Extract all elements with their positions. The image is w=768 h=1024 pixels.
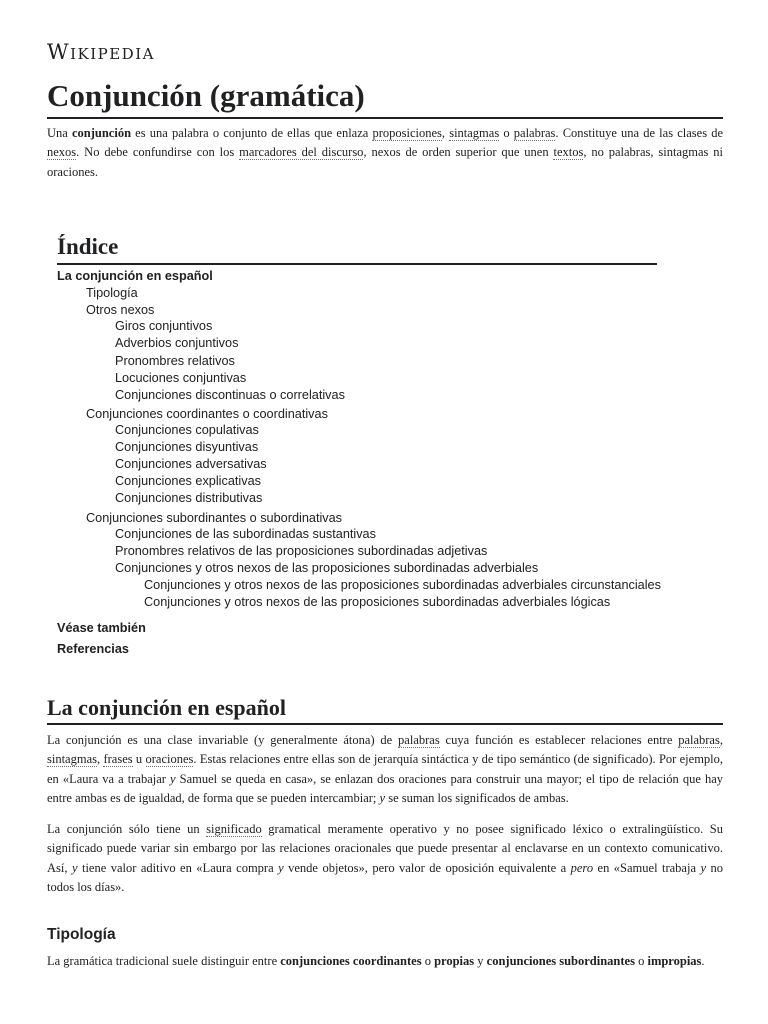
toc-item-subordinadas-adverbiales[interactable]: Conjunciones y otros nexos de las proposiciones subordinadas adverbiales (115, 561, 539, 575)
toc-item-tipologia[interactable]: Tipología (86, 286, 138, 300)
link-significado[interactable]: significado (206, 822, 262, 836)
link-sintagmas[interactable]: sintagmas (449, 126, 500, 140)
page-title: Conjunción (gramática) (47, 76, 723, 119)
link-frases[interactable]: frases (103, 752, 133, 767)
toc-title: Índice (57, 232, 657, 265)
link-palabras[interactable]: palabras (398, 733, 440, 747)
bold-term: conjunción (71, 126, 132, 140)
toc-item-giros-conjuntivos[interactable]: Giros conjuntivos (115, 319, 213, 333)
toc-item-conjunciones-distributivas[interactable]: Conjunciones distributivas (115, 491, 263, 505)
link-nexos[interactable]: nexos (47, 145, 77, 160)
link-textos[interactable]: textos (553, 145, 584, 160)
section1-paragraph-2: La conjunción sólo tiene un significado gramatical meramente operativo y no posee significado léxico o extralingüístico. Su significado puede variar sin embargo por las relaciones oracionales que puede presentar al enclavarse en un contexto comunicativo. Así, y tiene valor aditivo en «Laura compra y vende objetos», pero valor de oposición equivalente a pero en «Samuel trabaja y no todos los días». (47, 822, 724, 895)
link-sintagmas[interactable]: sintagmas (47, 752, 97, 767)
link-oraciones[interactable]: oraciones (145, 752, 194, 767)
link-proposiciones[interactable]: proposiciones (372, 126, 442, 140)
toc-item-otros-nexos[interactable]: Otros nexos (86, 303, 155, 317)
link-palabras[interactable]: palabras (513, 126, 556, 140)
toc-item-vease-tambien[interactable]: Véase también (57, 621, 146, 635)
toc-item-referencias[interactable]: Referencias (57, 642, 129, 656)
toc-item-adverbiales-circunstanciales[interactable]: Conjunciones y otros nexos de las proposiciones subordinadas adverbiales circunstanciales (144, 578, 661, 592)
link-marcadores-del-discurso[interactable]: marcadores del discurso (239, 145, 364, 160)
section1-paragraph-1: La conjunción es una clase invariable (y generalmente átona) de palabras cuya función es establecer relaciones entre palabras, sintagmas, frases u oraciones. Estas relaciones entre ellas son de jerarquía sintáctica y de tipo semántico (de significado). Por ejemplo, en «Laura va a trabajar y Samuel se queda en casa», se enlazan dos oraciones para construir una mayor; el tipo de relación que hay entre ambas es de igualdad, de forma que se pueden intercambiar; y se suman los significados de ambas. (47, 733, 724, 806)
toc-item-subordinadas-sustantivas[interactable]: Conjunciones de las subordinadas sustantivas (115, 527, 376, 541)
toc-item-la-conjuncion-en-espanol[interactable]: La conjunción en español (57, 269, 213, 283)
subsection-heading-tipologia: Tipología (47, 926, 116, 943)
link-palabras[interactable]: palabras (678, 733, 720, 747)
toc-item-conjunciones-coordinantes[interactable]: Conjunciones coordinantes o coordinativas (86, 407, 328, 421)
toc-item-adverbios-conjuntivos[interactable]: Adverbios conjuntivos (115, 336, 239, 350)
toc-item-adverbiales-logicas[interactable]: Conjunciones y otros nexos de las proposiciones subordinadas adverbiales lógicas (144, 595, 611, 609)
wikipedia-logo[interactable]: Wikipedia (47, 40, 155, 64)
toc-item-conjunciones-copulativas[interactable]: Conjunciones copulativas (115, 423, 259, 437)
tipologia-paragraph: La gramática tradicional suele distinguir entre conjunciones coordinantes o propias y conjunciones subordinantes o impropias. (47, 954, 705, 968)
intro-paragraph: Una conjunción es una palabra o conjunto de ellas que enlaza proposiciones, sintagmas o palabras. Constituye una de las clases de nexos. No debe confundirse con los marcadores del discurso, nexos de orden superior que unen textos, no palabras, sintagmas ni oraciones. (47, 126, 724, 179)
toc-item-subordinadas-adjetivas[interactable]: Pronombres relativos de las proposiciones subordinadas adjetivas (115, 544, 488, 558)
toc-item-conjunciones-subordinantes[interactable]: Conjunciones subordinantes o subordinativas (86, 511, 343, 525)
toc-item-conjunciones-disyuntivas[interactable]: Conjunciones disyuntivas (115, 440, 259, 454)
toc-item-conjunciones-discontinuas[interactable]: Conjunciones discontinuas o correlativas (115, 388, 345, 402)
toc-item-conjunciones-adversativas[interactable]: Conjunciones adversativas (115, 457, 267, 471)
toc-item-conjunciones-explicativas[interactable]: Conjunciones explicativas (115, 474, 261, 488)
toc-item-locuciones-conjuntivas[interactable]: Locuciones conjuntivas (115, 371, 247, 385)
section-heading-la-conjuncion-en-espanol: La conjunción en español (47, 694, 723, 725)
toc-item-pronombres-relativos[interactable]: Pronombres relativos (115, 354, 235, 368)
